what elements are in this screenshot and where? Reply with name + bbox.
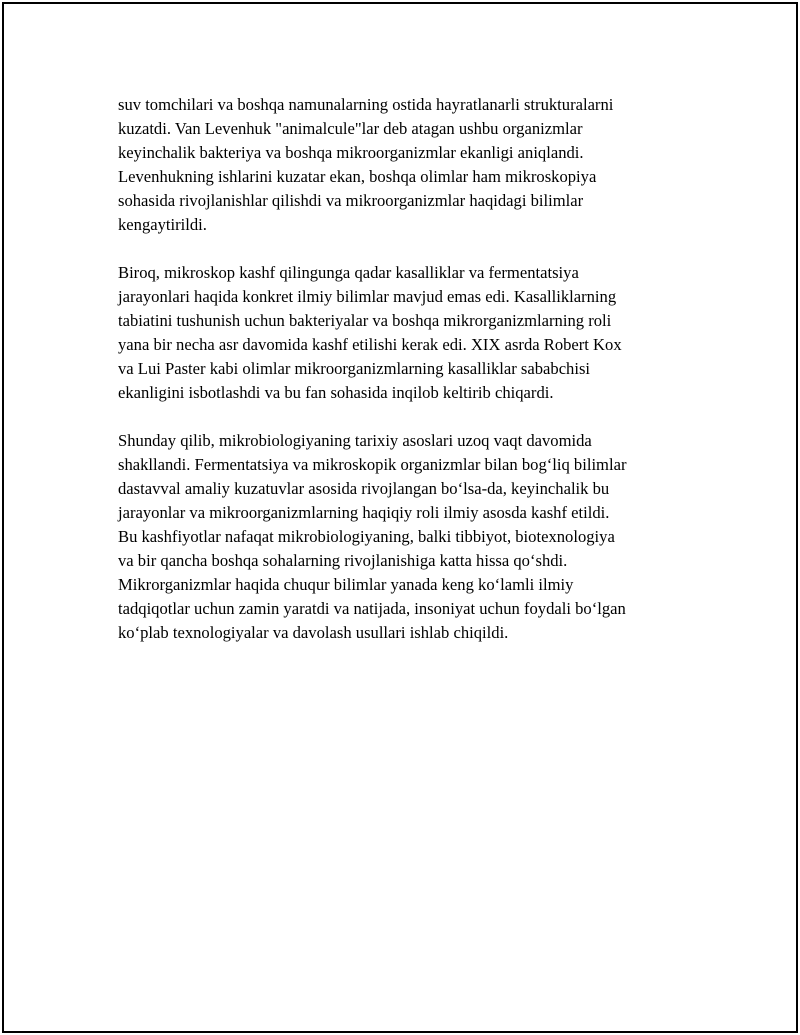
- text-line: Mikrorganizmlar haqida chuqur bilimlar yanada keng ko‘lamli ilmiy: [118, 575, 574, 594]
- text-line: tabiatini tushunish uchun bakteriyalar va boshqa mikrorganizmlarning roli: [118, 311, 612, 330]
- text-line: yana bir necha asr davomida kashf etilishi kerak edi. XIX asrda Robert Kox: [118, 335, 622, 354]
- text-line: va bir qancha boshqa sohalarning rivojlanishiga katta hissa qo‘shdi.: [118, 551, 568, 570]
- paragraph-3: [118, 429, 698, 645]
- text-line: jarayonlar va mikroorganizmlarning haqiqiy roli ilmiy asosda kashf etildi.: [118, 503, 610, 522]
- text-line: suv tomchilari va boshqa namunalarning ostida hayratlanarli strukturalarni: [118, 95, 614, 114]
- text-line: kengaytirildi.: [118, 215, 207, 234]
- text-line: sohasida rivojlanishlar qilishdi va mikroorganizmlar haqidagi bilimlar: [118, 191, 584, 210]
- text-line: jarayonlari haqida konkret ilmiy bilimlar mavjud emas edi. Kasalliklarning: [118, 287, 617, 306]
- text-line: va Lui Paster kabi olimlar mikroorganizmlarning kasalliklar sababchisi: [118, 359, 591, 378]
- text-line: keyinchalik bakteriya va boshqa mikroorganizmlar ekanligi aniqlandi.: [118, 143, 584, 162]
- paragraph-2: [118, 261, 698, 405]
- text-line: ko‘plab texnologiyalar va davolash usullari ishlab chiqildi.: [118, 623, 509, 642]
- text-line: Biroq, mikroskop kashf qilingunga qadar kasalliklar va fermentatsiya: [118, 263, 579, 282]
- text-line: ekanligini isbotlashdi va bu fan sohasida inqilob keltirib chiqardi.: [118, 383, 554, 402]
- body-text: [118, 93, 698, 669]
- text-line: kuzatdi. Van Levenhuk "animalcule"lar deb atagan ushbu organizmlar: [118, 119, 583, 138]
- text-line: shakllandi. Fermentatsiya va mikroskopik organizmlar bilan bog‘liq bilimlar: [118, 455, 627, 474]
- text-line: tadqiqotlar uchun zamin yaratdi va natijada, insoniyat uchun foydali bo‘lgan: [118, 599, 626, 618]
- text-line: dastavval amaliy kuzatuvlar asosida rivojlangan bo‘lsa-da, keyinchalik bu: [118, 479, 610, 498]
- text-line: Bu kashfiyotlar nafaqat mikrobiologiyaning, balki tibbiyot, biotexnologiya: [118, 527, 615, 546]
- text-line: Shunday qilib, mikrobiologiyaning tarixiy asoslari uzoq vaqt davomida: [118, 431, 592, 450]
- text-line: Levenhukning ishlarini kuzatar ekan, boshqa olimlar ham mikroskopiya: [118, 167, 597, 186]
- paragraph-1: [118, 93, 698, 237]
